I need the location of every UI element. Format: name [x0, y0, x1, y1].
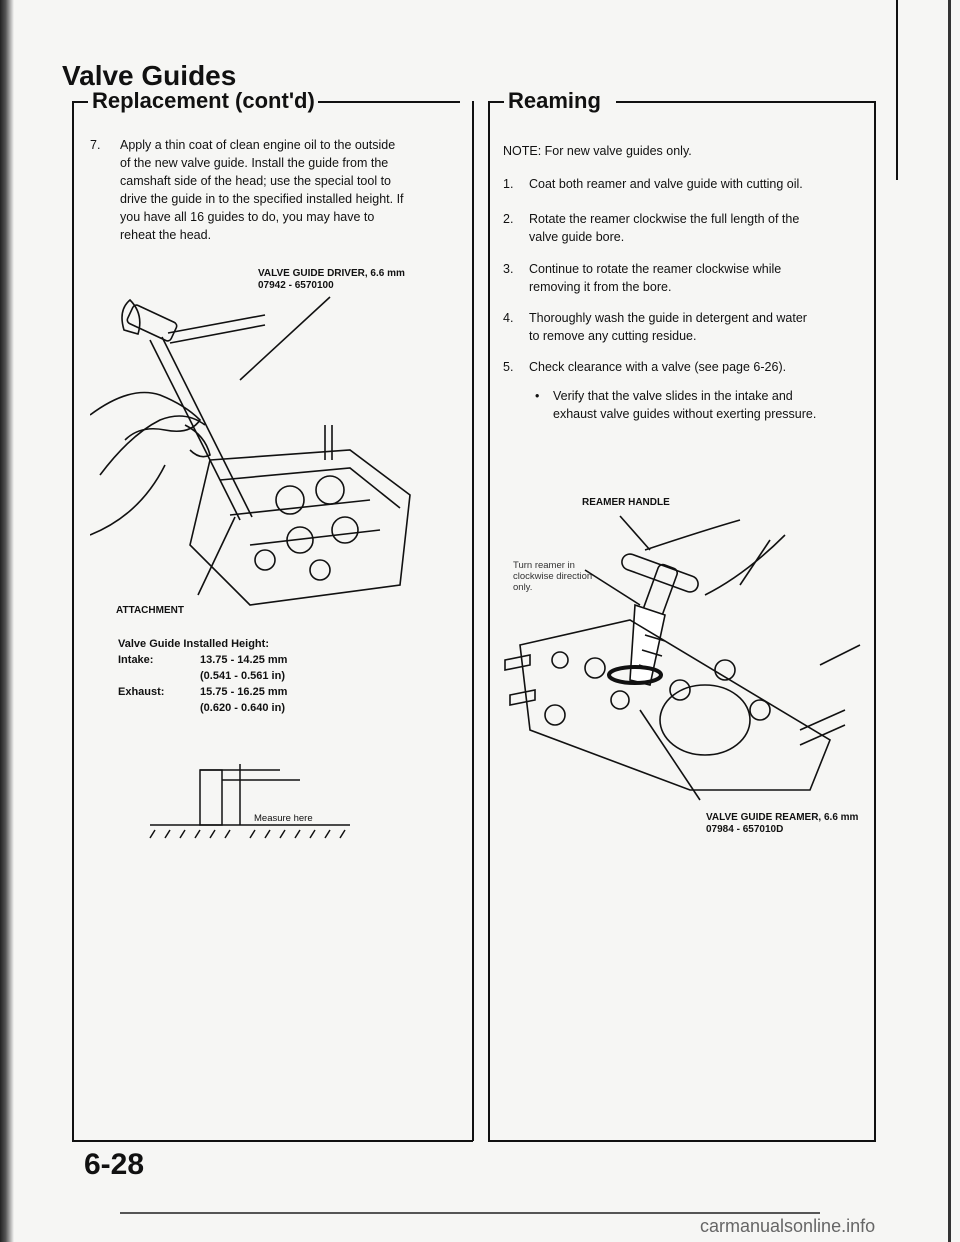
spec-title: Valve Guide Installed Height: — [118, 638, 269, 650]
step-line: Thoroughly wash the guide in detergent and water — [529, 311, 807, 325]
page-left-edge — [0, 0, 14, 1242]
right-margin-line-1 — [896, 0, 898, 180]
exhaust-in: (0.620 - 0.640 in) — [200, 702, 285, 714]
step-line: to remove any cutting residue. — [529, 329, 697, 343]
left-frame-right — [472, 101, 474, 1141]
intake-mm: 13.75 - 14.25 mm — [200, 654, 288, 666]
right-frame-bottom — [488, 1140, 876, 1142]
bullet-line: Verify that the valve slides in the intake and — [553, 389, 793, 403]
step-number: 2. — [503, 212, 514, 226]
step-line: drive the guide in to the specified installed height. If — [120, 192, 404, 206]
step-number: 7. — [90, 138, 101, 152]
right-margin-line-2 — [948, 0, 951, 1242]
bullet-line: exhaust valve guides without exerting pressure. — [553, 407, 817, 421]
spec-block — [118, 636, 438, 716]
exhaust-label: Exhaust: — [118, 686, 165, 698]
measure-diagram — [140, 760, 360, 850]
left-section-heading: Replacement (cont'd) — [92, 88, 315, 113]
intake-in: (0.541 - 0.561 in) — [200, 670, 285, 682]
reaming-step-4 — [503, 309, 863, 345]
left-frame-left — [72, 101, 74, 1141]
step-number: 4. — [503, 311, 514, 325]
page-title: Valve Guides — [62, 60, 237, 91]
valve-guide-driver-illustration — [90, 285, 460, 625]
step-line: removing it from the bore. — [529, 280, 672, 294]
left-heading-rule — [318, 101, 460, 103]
step-line: reheat the head. — [120, 228, 212, 242]
turn-line: clockwise direction — [513, 571, 593, 582]
turn-line: Turn reamer in — [513, 560, 575, 571]
tool-part-number: 07942 - 6570100 — [258, 280, 334, 291]
right-heading-tick — [488, 101, 504, 103]
right-section-heading: Reaming — [508, 88, 601, 113]
reaming-step-5 — [503, 358, 863, 376]
turn-line: only. — [513, 582, 533, 593]
reaming-step-2 — [503, 210, 863, 246]
step-line: of the new valve guide. Install the guide from the — [120, 156, 389, 170]
bullet-icon: • — [535, 389, 540, 403]
valve-guide-reamer-illustration — [500, 510, 870, 810]
exhaust-mm: 15.75 - 16.25 mm — [200, 686, 288, 698]
step-line: Rotate the reamer clockwise the full length of the — [529, 212, 800, 226]
step-line: you have all 16 guides to do, you may have to — [120, 210, 375, 224]
step-line: Coat both reamer and valve guide with cutting oil. — [529, 177, 803, 191]
step-number: 5. — [503, 360, 514, 374]
reaming-step-1 — [503, 175, 863, 193]
left-step-7 — [90, 136, 470, 244]
step-number: 1. — [503, 177, 514, 191]
reaming-note: NOTE: For new valve guides only. — [503, 144, 692, 158]
step-line: Apply a thin coat of clean engine oil to the outside — [120, 138, 396, 152]
step-line: Continue to rotate the reamer clockwise while — [529, 262, 782, 276]
measure-label: Measure here — [254, 813, 313, 824]
reamer-tool-part-number: 07984 - 657010D — [706, 824, 784, 835]
step-line: camshaft side of the head; use the special tool to — [120, 174, 392, 188]
reamer-handle-label: REAMER HANDLE — [582, 497, 670, 508]
step-number: 3. — [503, 262, 514, 276]
reaming-step-3 — [503, 260, 863, 296]
footer-watermark: carmanualsonline.info — [700, 1216, 876, 1236]
left-frame-bottom — [72, 1140, 473, 1142]
left-heading-tick — [72, 101, 88, 103]
step-line: valve guide bore. — [529, 230, 625, 244]
reamer-tool-callout — [706, 812, 858, 836]
right-frame-right — [874, 101, 876, 1141]
right-heading-rule — [616, 101, 874, 103]
right-frame-left — [488, 101, 490, 1141]
footer-rule — [120, 1212, 820, 1214]
step-line: Check clearance with a valve (see page 6-26). — [529, 360, 787, 374]
tool-name: VALVE GUIDE DRIVER, 6.6 mm — [258, 268, 405, 279]
intake-label: Intake: — [118, 654, 154, 666]
reaming-bullet — [533, 387, 873, 423]
page-number: 6-28 — [84, 1148, 145, 1181]
reamer-tool-name: VALVE GUIDE REAMER, 6.6 mm — [706, 812, 859, 823]
attachment-label: ATTACHMENT — [116, 605, 184, 616]
